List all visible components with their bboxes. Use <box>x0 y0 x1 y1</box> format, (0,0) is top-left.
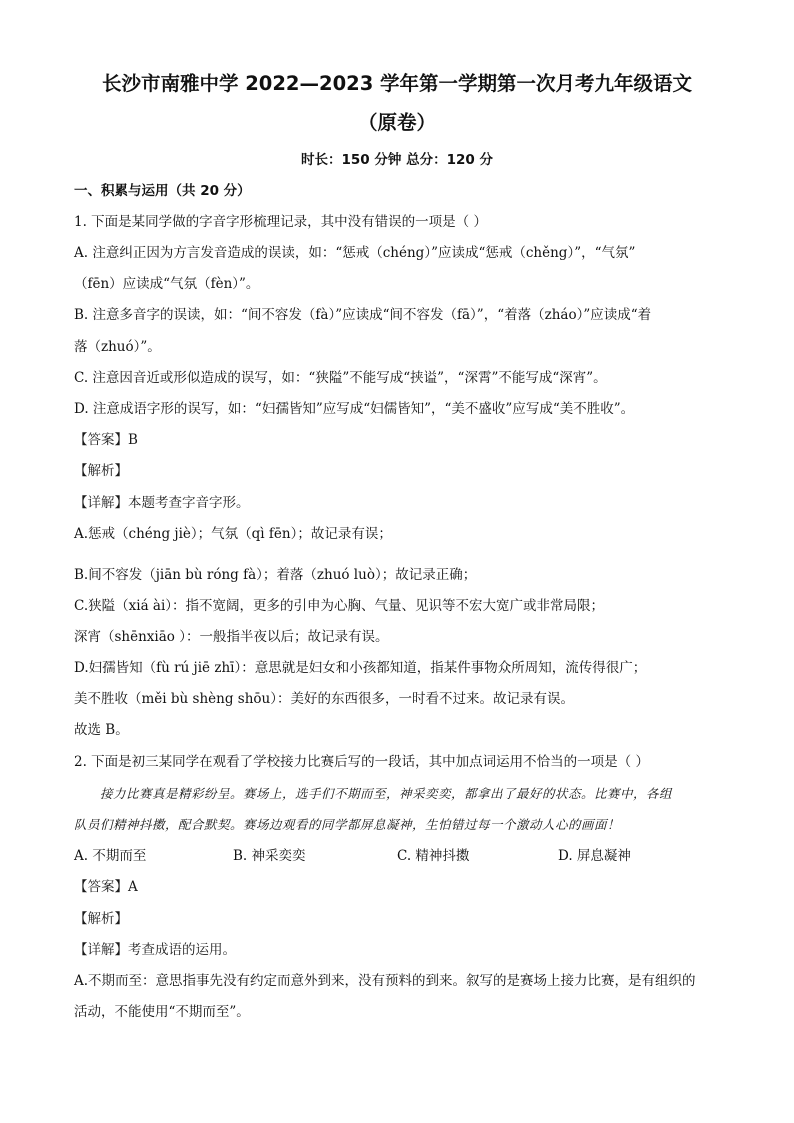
question-2-stem: 2. 下面是初三某同学在观看了学校接力比赛后写的一段话，其中加点词运用不恰当的一项是（ ） <box>74 754 649 770</box>
question-1-option-c: C. 注意因音近或形似造成的误写，如：“狭隘”不能写成“挟谥”，“深霄”不能写成“深宵”。 <box>74 370 607 386</box>
question-1-answer: 【答案】B <box>74 432 138 448</box>
section-heading: 一、积累与运用（共 20 分） <box>74 183 251 199</box>
question-2-option-c: C. 精神抖擞 <box>397 848 470 864</box>
question-1-option-a-cont: （fēn）应读成“气氛（fèn）”。 <box>74 276 260 292</box>
question-1-detail: 【详解】本题考查字音字形。 <box>74 495 250 511</box>
question-1-analysis-label: 【解析】 <box>74 463 128 479</box>
question-2-option-b: B. 神采奕奕 <box>233 848 306 864</box>
question-2-option-d: D. 屏息凝神 <box>558 848 631 864</box>
question-2-passage-line-1: 接力比赛真是精彩纷呈。赛场上，选手们不期而至，神采奕奕，都拿出了最好的状态。比赛中，各组 <box>100 786 673 801</box>
question-1-option-d: D. 注意成语字形的误写，如：“妇孺皆知”应写成“妇儒皆知”，“美不盛收”应写成“美不胜收”。 <box>74 401 635 417</box>
question-1-option-b-cont: 落（zhuó）”。 <box>74 339 161 355</box>
question-2-option-a: A. 不期而至 <box>74 848 147 864</box>
question-2-analysis-label: 【解析】 <box>74 911 128 927</box>
question-1-stem: 1. 下面是某同学做的字音字形梳理记录，其中没有错误的一项是（ ） <box>74 214 487 230</box>
question-1-explain-b: B.间不容发（jiān bù róng fà）；着落（zhuó luò）；故记录正确； <box>74 567 477 583</box>
question-1-option-b: B. 注意多音字的误读，如：“间不容发（fà）”应读成“间不容发（fā）”，“着落（zháo）”应读成“着 <box>74 307 652 323</box>
question-2-passage-line-2: 队员们精神抖擞，配合默契。赛场边观看的同学都屏息凝神，生怕错过每一个激动人心的画面！ <box>74 817 621 832</box>
question-2-explain-a-cont: 活动，不能使用“不期而至”。 <box>74 1004 250 1020</box>
question-1-explain-c: C.狭隘（xiá ài）：指不宽阔，更多的引申为心胸、气量、见识等不宏大宽广或非常局限； <box>74 598 605 614</box>
question-1-conclusion: 故选 B。 <box>74 722 129 738</box>
question-1-explain-a: A.惩戒（chéng jiè）；气氛（qì fēn）；故记录有误； <box>74 526 392 542</box>
question-1-explain-d: D.妇孺皆知（fù rú jiē zhī）：意思就是妇女和小孩都知道，指某件事物众所周知，流传得很广； <box>74 660 647 676</box>
document-subtitle: （原卷） <box>357 111 436 134</box>
exam-meta: 时长：150 分钟 总分：120 分 <box>301 152 493 168</box>
question-1-explain-d-cont: 美不胜收（měi bù shèng shōu）：美好的东西很多，一时看不过来。故记录有误。 <box>74 691 574 707</box>
question-1-option-a: A. 注意纠正因为方言发音造成的误读，如：“惩戒（chéng）”应读成“惩戒（chěng）”，“气氛” <box>74 245 636 261</box>
question-2-answer: 【答案】A <box>74 879 138 895</box>
question-2-explain-a: A.不期而至：意思指事先没有约定而意外到来，没有预料的到来。叙写的是赛场上接力比赛，是有组织的 <box>74 973 696 989</box>
document-title: 长沙市南雅中学 2022—2023 学年第一学期第一次月考九年级语文 <box>101 72 693 95</box>
question-1-explain-c-cont: 深宵（shēnxiāo ）：一般指半夜以后；故记录有误。 <box>74 629 389 645</box>
question-2-detail: 【详解】考查成语的运用。 <box>74 942 236 958</box>
